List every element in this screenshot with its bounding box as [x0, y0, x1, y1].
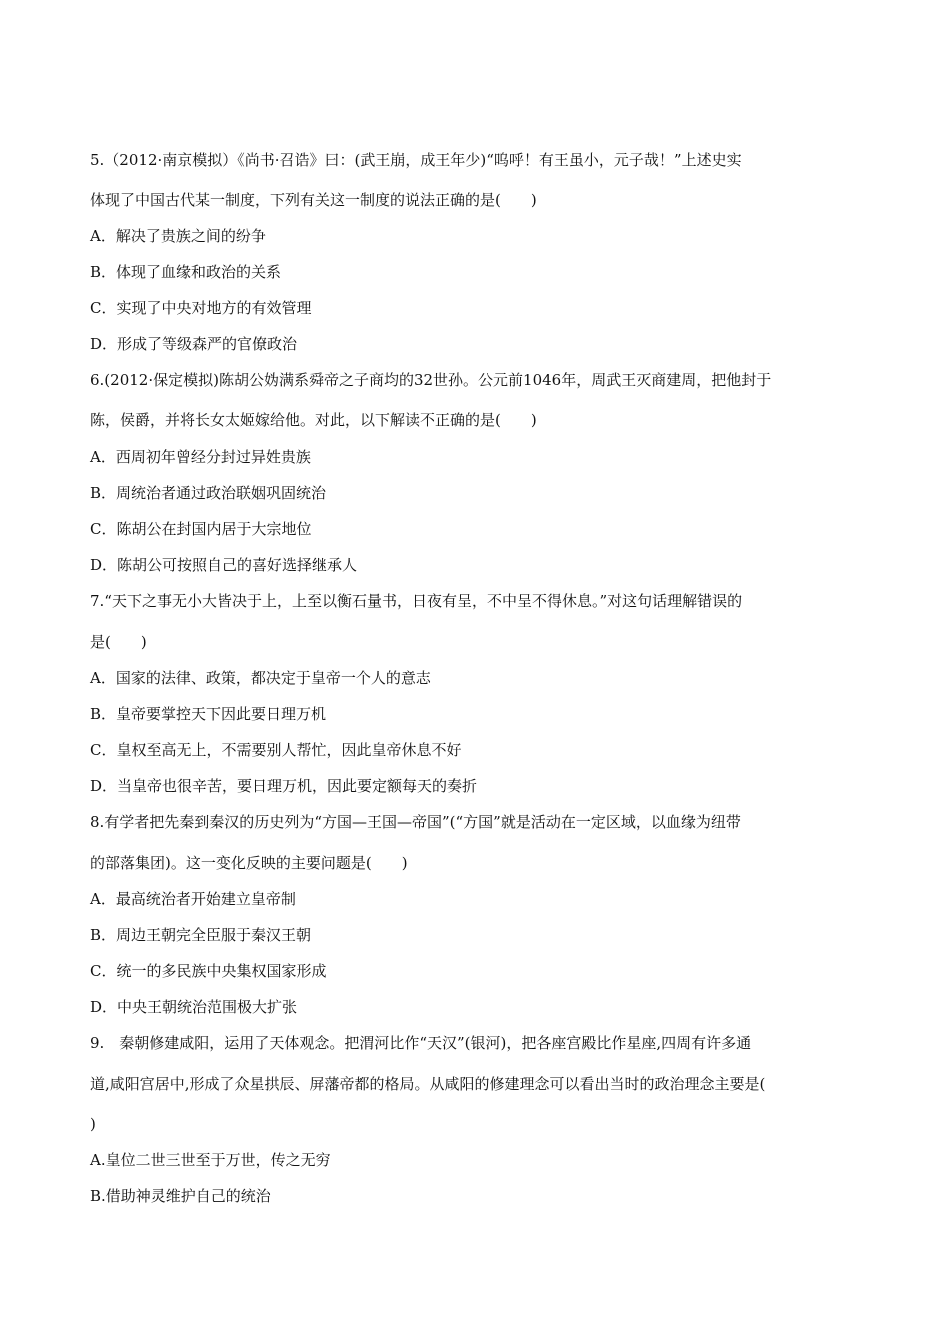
question-7-stem-line-1: 7.“天下之事无小大皆决于上，上至以衡石量书，日夜有呈，不中呈不得休息。”对这句话理解错误的 — [90, 592, 743, 610]
question-9-stem-line-2: 道,咸阳宫居中,形成了众星拱辰、屏藩帝都的格局。从咸阳的修建理念可以看出当时的政治理念主要是( — [90, 1075, 766, 1093]
question-6-option-b: B．周统治者通过政治联姻巩固统治 — [90, 484, 327, 502]
question-5-stem-line-2: 体现了中国古代某一制度，下列有关这一制度的说法正确的是( ) — [90, 191, 537, 209]
question-7-stem-line-2: 是( ) — [90, 633, 147, 651]
question-5-option-c: C．实现了中央对地方的有效管理 — [90, 299, 312, 317]
question-7-option-a: A．国家的法律、政策，都决定于皇帝一个人的意志 — [90, 669, 431, 687]
question-6-option-d: D．陈胡公可按照自己的喜好选择继承人 — [90, 556, 358, 574]
question-9-stem-line-1: 9. 秦朝修建咸阳，运用了天体观念。把渭河比作“天汉”(银河)，把各座宫殿比作星座,四周有许多通 — [90, 1034, 752, 1052]
question-5-option-a: A．解决了贵族之间的纷争 — [90, 227, 266, 245]
question-5-option-b: B．体现了血缘和政治的关系 — [90, 263, 282, 281]
question-9-stem-line-3: ) — [90, 1115, 96, 1133]
question-9-option-b: B.借助神灵维护自己的统治 — [90, 1187, 271, 1205]
question-7-option-c: C．皇权至高无上，不需要别人帮忙，因此皇帝休息不好 — [90, 741, 462, 759]
question-8-option-d: D．中央王朝统治范围极大扩张 — [90, 998, 298, 1016]
question-5-option-d: D．形成了等级森严的官僚政治 — [90, 335, 298, 353]
question-7-option-d: D．当皇帝也很辛苦，要日理万机，因此要定额每天的奏折 — [90, 777, 478, 795]
question-5-stem-line-1: 5.（2012·南京模拟）《尚书·召诰》曰：(武王崩，成王年少)“呜呼！有王虽小，元子哉！”上述史实 — [90, 151, 742, 169]
question-6-stem-line-1: 6.(2012·保定模拟)陈胡公妫满系舜帝之子商均的32世孙。公元前1046年，周武王灭商建周，把他封于 — [90, 371, 772, 389]
question-6-option-a: A．西周初年曾经分封过异姓贵族 — [90, 448, 311, 466]
question-8-stem-line-1: 8.有学者把先秦到秦汉的历史列为“方国—王国—帝国”(“方国”就是活动在一定区域，以血缘为纽带 — [90, 813, 741, 831]
question-9-option-a: A.皇位二世三世至于万世，传之无穷 — [90, 1151, 331, 1169]
question-8-stem-line-2: 的部落集团)。这一变化反映的主要问题是( ) — [90, 854, 408, 872]
question-8-option-a: A．最高统治者开始建立皇帝制 — [90, 890, 296, 908]
question-6-option-c: C．陈胡公在封国内居于大宗地位 — [90, 520, 312, 538]
question-8-option-b: B．周边王朝完全臣服于秦汉王朝 — [90, 926, 312, 944]
question-8-option-c: C．统一的多民族中央集权国家形成 — [90, 962, 327, 980]
question-7-option-b: B．皇帝要掌控天下因此要日理万机 — [90, 705, 327, 723]
question-6-stem-line-2: 陈，侯爵，并将长女太姬嫁给他。对此，以下解读不正确的是( ) — [90, 411, 537, 429]
